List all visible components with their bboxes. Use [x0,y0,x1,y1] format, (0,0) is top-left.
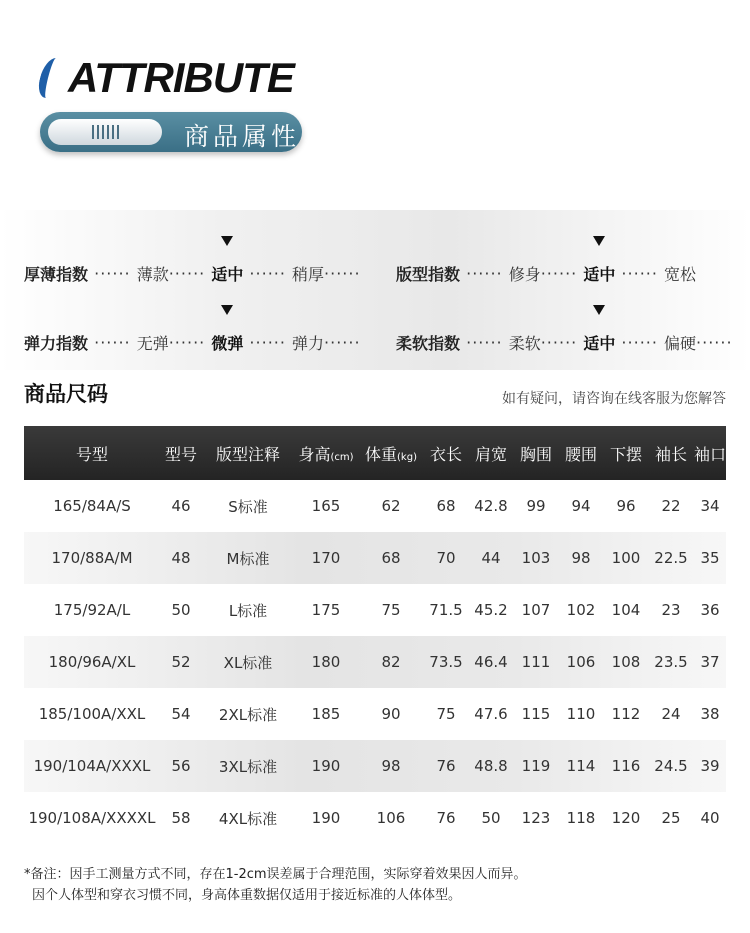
table-cell: 75 [436,705,456,723]
table-cell: 99 [526,497,546,515]
table-cell: 180/96A/XL [48,653,136,671]
table-cell: 100 [611,549,641,567]
table-cell: 94 [571,497,591,515]
table-cell: 56 [171,757,191,775]
attribute-softness: 柔软指数 ······ 柔软 ······ 适中 ······ 偏硬 ······ [396,331,733,354]
table-cell: 82 [381,653,401,671]
column-header: 腰围 [564,444,597,464]
attribute-option: 柔软 [508,334,541,353]
table-cell: 35 [700,549,720,567]
table-cell: 48.8 [474,757,508,775]
attribute-option: 修身 [508,265,541,284]
table-row [24,636,726,688]
table-cell: 50 [171,601,191,619]
attribute-option-selected: 微弹 [211,331,243,354]
attribute-fit: 版型指数 ······ 修身 ······ 适中 ······ 宽松 [396,262,696,285]
table-cell: 180 [311,653,341,671]
table-cell: 2XL标准 [218,705,278,724]
table-cell: 76 [436,809,456,827]
column-header: 衣长 [429,444,462,464]
table-cell: 96 [616,497,636,515]
table-cell: 45.2 [474,601,508,619]
table-cell: 22.5 [654,549,688,567]
column-header: 型号 [164,444,197,464]
table-cell: 190/104A/XXXL [33,757,151,775]
table-row [24,480,726,532]
table-cell: 42.8 [474,497,508,515]
size-section-title: 商品尺码 [24,382,108,406]
table-cell: 36 [700,601,720,619]
table-cell: 120 [611,809,641,827]
barcode-icon [48,119,162,145]
table-cell: L标准 [228,601,268,620]
table-cell: 111 [521,653,551,671]
table-cell: 98 [571,549,591,567]
table-cell: 102 [566,601,596,619]
attribute-option: 宽松 [664,265,697,284]
table-cell: 108 [611,653,641,671]
attribute-option: 薄款 [136,265,169,284]
table-cell: 3XL标准 [218,757,278,776]
table-cell: 123 [521,809,551,827]
selected-arrow-icon [221,236,233,246]
table-cell: 98 [381,757,401,775]
column-header: 袖长 [654,444,687,464]
table-cell: 190/108A/XXXXL [28,809,156,827]
column-header: 胸围 [519,444,552,464]
table-cell: 106 [376,809,406,827]
section-label-pill [40,112,302,152]
table-row [24,584,726,636]
table-cell: 107 [521,601,551,619]
table-cell: 40 [700,809,720,827]
table-cell: 106 [566,653,596,671]
table-cell: 39 [700,757,720,775]
selected-arrow-icon [221,305,233,315]
table-row [24,792,726,844]
table-cell: 175 [311,601,341,619]
table-cell: XL标准 [223,653,273,672]
table-cell: 44 [481,549,501,567]
column-header: 袖口 [694,444,727,464]
column-header: 肩宽 [474,444,507,464]
table-cell: 185 [311,705,341,723]
logo-bracket-icon [35,58,67,98]
table-cell: 58 [171,809,191,827]
table-cell: 4XL标准 [218,809,278,828]
attribute-label: 柔软指数 [396,334,461,353]
size-table-body [24,480,726,844]
selected-arrow-icon [593,305,605,315]
attribute-option: 无弹 [136,334,169,353]
table-cell: 23.5 [654,653,688,671]
section-label: 商品属性 [184,122,301,151]
attribute-stretch: 弹力指数 ······ 无弹 ······ 微弹 ······ 弹力 ······ [24,331,361,354]
table-cell: 23 [661,601,681,619]
logo-text: ATTRIBUTE [68,54,294,101]
footnote-line: *备注：因手工测量方式不同，存在1-2cm误差属于合理范围，实际穿着效果因人而异。 [24,867,527,882]
table-cell: 68 [436,497,456,515]
table-cell: 37 [700,653,720,671]
column-header: 体重(kg) [365,444,417,464]
table-cell: 115 [521,705,551,723]
attribute-option-selected: 适中 [583,262,615,285]
table-cell: 54 [171,705,191,723]
column-header: 下摆 [609,444,642,464]
table-cell: 48 [171,549,191,567]
table-cell: 190 [311,809,341,827]
table-cell: 73.5 [429,653,463,671]
table-cell: 165 [311,497,341,515]
table-cell: 114 [566,757,596,775]
table-cell: M标准 [226,549,270,568]
table-cell: 24 [661,705,681,723]
brand-logo [40,56,294,100]
table-cell: S标准 [228,497,268,516]
table-cell: 71.5 [429,601,463,619]
table-header-row [24,426,726,480]
table-cell: 75 [381,601,401,619]
table-cell: 46.4 [474,653,508,671]
table-cell: 170 [311,549,341,567]
attribute-thickness: 厚薄指数 ······ 薄款 ······ 适中 ······ 稍厚 ······ [24,262,361,285]
table-row [24,688,726,740]
table-cell: 103 [521,549,551,567]
footnote-line: 因个人体型和穿衣习惯不同，身高体重数据仅适用于接近标准的人体体型。 [32,888,462,903]
table-cell: 110 [566,705,596,723]
table-cell: 175/92A/L [53,601,131,619]
table-cell: 25 [661,809,681,827]
column-header: 版型注释 [215,444,280,464]
table-cell: 68 [381,549,401,567]
column-header: 身高(cm) [298,444,354,464]
table-cell: 34 [700,497,720,515]
table-cell: 119 [521,757,551,775]
table-cell: 90 [381,705,401,723]
table-cell: 62 [381,497,401,515]
table-cell: 52 [171,653,191,671]
size-section-note: 如有疑问，请咨询在线客服为您解答 [502,391,726,407]
table-cell: 118 [566,809,596,827]
table-cell: 104 [611,601,641,619]
table-cell: 22 [661,497,681,515]
table-cell: 185/100A/XXL [38,705,146,723]
table-cell: 116 [611,757,641,775]
attribute-option-selected: 适中 [211,262,243,285]
table-cell: 70 [436,549,456,567]
table-cell: 47.6 [474,705,508,723]
table-cell: 112 [611,705,641,723]
attribute-label: 弹力指数 [24,334,89,353]
table-row [24,740,726,792]
table-cell: 170/88A/M [51,549,133,567]
attribute-label: 厚薄指数 [24,265,89,284]
attribute-option: 稍厚 [292,265,325,284]
table-cell: 46 [171,497,191,515]
table-cell: 165/84A/S [53,497,131,515]
attribute-option: 偏硬 [664,334,697,353]
table-cell: 190 [311,757,341,775]
attribute-option-selected: 适中 [583,331,615,354]
table-cell: 50 [481,809,501,827]
table-cell: 38 [700,705,720,723]
table-cell: 24.5 [654,757,688,775]
attribute-label: 版型指数 [396,265,461,284]
footnote [24,864,527,906]
selected-arrow-icon [593,236,605,246]
table-cell: 76 [436,757,456,775]
table-row [24,532,726,584]
size-table [24,426,726,844]
attribute-option: 弹力 [292,334,325,353]
column-header: 号型 [75,444,108,464]
